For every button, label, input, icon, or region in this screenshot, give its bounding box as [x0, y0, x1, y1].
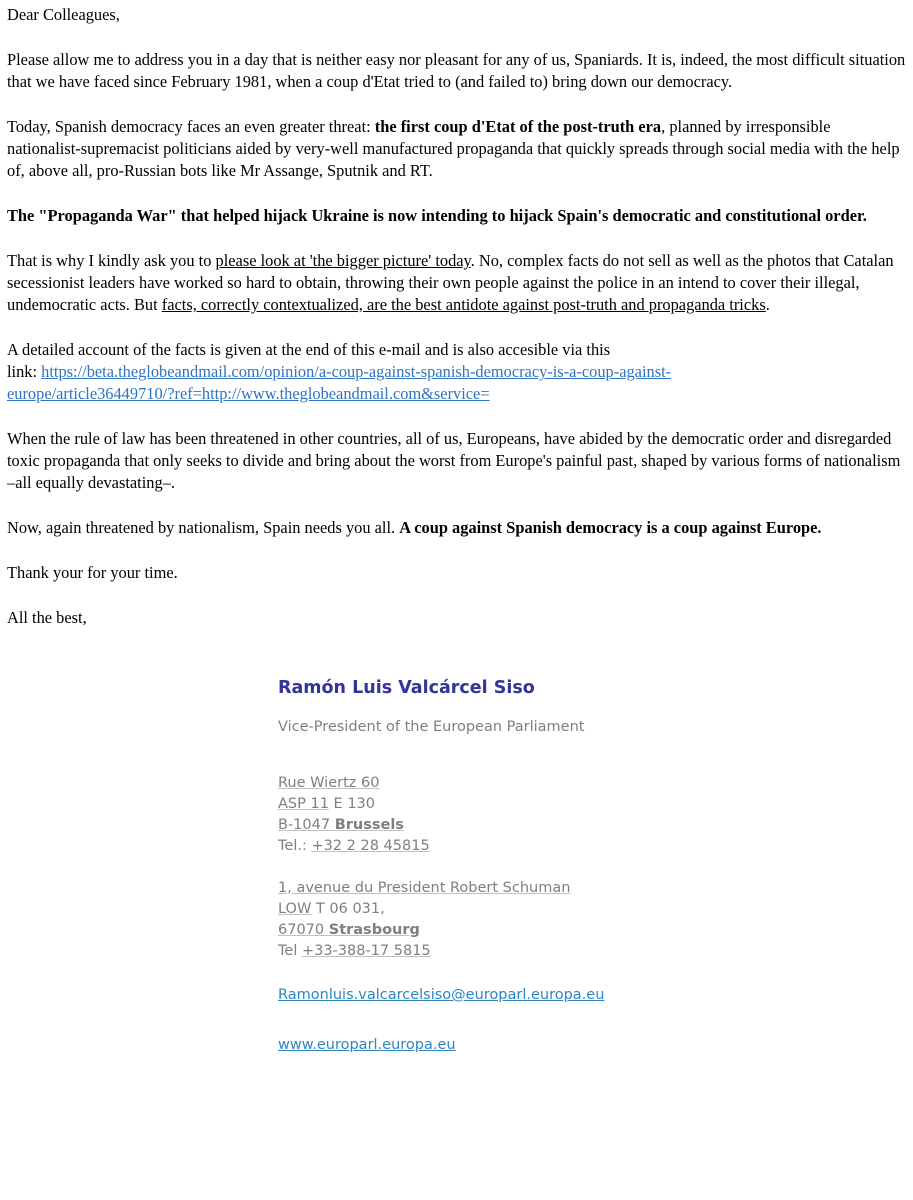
- globeandmail-url-line1: https://beta.theglobeandmail.com/opinion/a-coup-against-spanish-democracy-is-a-coup-against-: [41, 362, 672, 381]
- signature-block: [278, 676, 908, 1056]
- signature-website-row: [278, 1033, 908, 1056]
- strasbourg-office-line: [278, 899, 908, 920]
- brussels-city-name: Brussels: [334, 817, 404, 833]
- brussels-office-link[interactable]: ASP 11: [278, 796, 329, 812]
- paragraph-intro: [7, 49, 908, 93]
- bigger-picture-lead: That is why I kindly ask you to: [7, 251, 216, 270]
- brussels-street-line: [278, 773, 908, 794]
- bigger-picture-middle: . No, complex facts do not sell as well as the photos that Catalan secessionist leaders have worked so hard to obtain, throwing their own people against the police in an intend to cover their illegal, undemocratic acts. But: [7, 251, 894, 314]
- signature-email-link[interactable]: Ramonluis.valcarcelsiso@europarl.europa.eu: [278, 987, 605, 1003]
- paragraph-threat: [7, 116, 908, 182]
- paragraph-threat-bold: the first coup d'Etat of the post-truth era: [374, 117, 662, 136]
- paragraph-threat-rest: , planned by irresponsible nationalist-supremacist politicians aided by very-well manufactured propaganda that quickly spreads through social media with the help of, above all, pro-Russian bots like Mr Assange, Sputnik and RT.: [7, 117, 900, 180]
- paragraph-propaganda-war: [7, 205, 908, 227]
- coup-europe-lead: Now, again threatened by nationalism, Spain needs you all.: [7, 518, 400, 537]
- globeandmail-article-link[interactable]: [7, 362, 671, 403]
- detailed-account-text: A detailed account of the facts is given at the end of this e-mail and is also accesible via this: [7, 340, 611, 359]
- signature-title: Vice-President of the European Parliament: [278, 719, 585, 735]
- paragraph-propaganda-war-bold: The "Propaganda War" that helped hijack Ukraine is now intending to hijack Spain's democratic and constitutional order.: [7, 206, 867, 225]
- brussels-address: [278, 773, 908, 857]
- strasbourg-street-line: [278, 878, 908, 899]
- paragraph-closing: [7, 607, 908, 629]
- paragraph-threat-lead: Today, Spanish democracy faces an even greater threat:: [7, 117, 375, 136]
- brussels-tel-line: [278, 836, 908, 857]
- facts-antidote-underline: facts, correctly contextualized, are the best antidote against post-truth and propaganda tricks: [161, 295, 766, 314]
- signature-name: Ramón Luis Valcárcel Siso: [278, 678, 535, 698]
- globeandmail-url-line2: europe/article36449710/?ref=http://www.theglobeandmail.com&service=: [7, 384, 490, 403]
- rule-of-law-text: When the rule of law has been threatened in other countries, all of us, Europeans, have abided by the democratic order and disregarded toxic propaganda that only seeks to divide and bring about the worst from Europe's painful past, shaped by various forms of nationalism –all equally devastating–.: [7, 429, 901, 492]
- strasbourg-office-link[interactable]: LOW: [278, 901, 312, 917]
- brussels-street-link[interactable]: Rue Wiertz 60: [278, 775, 380, 791]
- strasbourg-street-link[interactable]: 1, avenue du President Robert Schuman: [278, 880, 571, 896]
- coup-europe-bold: A coup against Spanish democracy is a coup against Europe.: [399, 518, 822, 537]
- closing-text: All the best,: [7, 608, 87, 627]
- strasbourg-phone-link[interactable]: +33-388-17 5815: [301, 943, 431, 959]
- paragraph-bigger-picture: [7, 250, 908, 316]
- link-label: link:: [7, 362, 42, 381]
- bigger-picture-underline: please look at 'the bigger picture' today: [215, 251, 471, 270]
- strasbourg-address: [278, 878, 908, 962]
- strasbourg-tel-line: [278, 941, 908, 962]
- paragraph-rule-of-law: [7, 428, 908, 494]
- salutation: [7, 4, 908, 26]
- bigger-picture-end: .: [765, 295, 770, 314]
- paragraph-intro-text: Please allow me to address you in a day that is neither easy nor pleasant for any of us, Spaniards. It is, indeed, the most difficult situation that we have faced since February 1981, when a coup d'Etat tried to (and failed to) bring down our democracy.: [7, 50, 906, 91]
- strasbourg-city-name: Strasbourg: [328, 922, 420, 938]
- brussels-city-line: [278, 815, 908, 836]
- strasbourg-postal-code: 67070: [278, 922, 329, 938]
- strasbourg-city-link[interactable]: [278, 922, 420, 938]
- brussels-tel-label: Tel.:: [278, 838, 312, 854]
- strasbourg-tel-label: Tel: [278, 943, 302, 959]
- strasbourg-office-rest: T 06 031,: [311, 901, 385, 917]
- brussels-city-link[interactable]: [278, 817, 404, 833]
- brussels-postal-code: B-1047: [278, 817, 335, 833]
- signature-website-link[interactable]: www.europarl.europa.eu: [278, 1037, 456, 1053]
- salutation-text: Dear Colleagues,: [7, 5, 120, 24]
- signature-email-row: [278, 983, 908, 1006]
- brussels-phone-link[interactable]: +32 2 28 45815: [311, 838, 430, 854]
- paragraph-thanks: [7, 562, 908, 584]
- thanks-text: Thank your for your time.: [7, 563, 178, 582]
- brussels-office-rest: E 130: [328, 796, 375, 812]
- paragraph-detailed-account: [7, 339, 908, 405]
- strasbourg-city-line: [278, 920, 908, 941]
- brussels-office-line: [278, 794, 908, 815]
- paragraph-coup-europe: [7, 517, 908, 539]
